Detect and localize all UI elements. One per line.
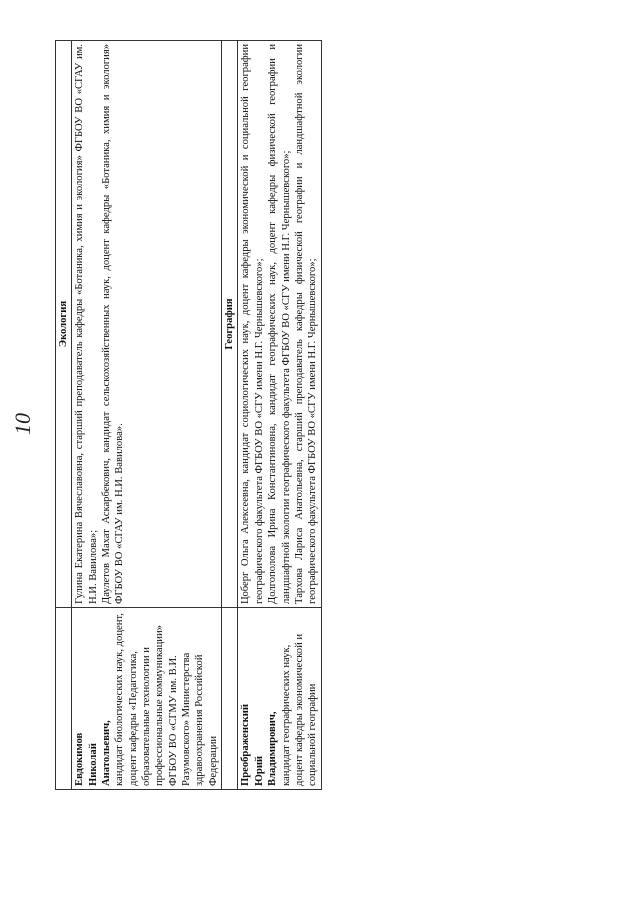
members-cell	[238, 41, 321, 608]
chair-name-line: Николай	[87, 743, 99, 786]
chair-cell	[238, 608, 321, 790]
table-row	[238, 41, 321, 790]
chair-description: кандидат географических наук, доцент кафедры экономической и социальной географии	[280, 633, 319, 786]
empty-header-cell	[56, 608, 72, 790]
section-header-row	[56, 41, 72, 790]
page-number: 10	[10, 413, 35, 435]
chair-description: кандидат биологических наук, доцент, доцент кафедры «Педагогика, образовательные технологии и профессиональные коммуникации» ФГБОУ ВО «СГМУ им. В.И. Разумовского» Министерства здравоохранения Российской Федерации	[114, 613, 219, 786]
empty-header-cell	[222, 608, 238, 790]
member-entry: Гулина Екатерина Вячеславовна, старший преподаватель кафедры «Ботаника, химия и экология» ФГБОУ ВО «СГАУ им. Н.И. Вавилова»;	[74, 44, 99, 604]
chair-name-line: Владимирович,	[267, 711, 279, 786]
chair-cell	[72, 608, 222, 790]
member-entry: Долгополова Ирина Константиновна, кандидат географических наук, доцент кафедры физической географии и ландшафтной экологии географического факультета ФГБОУ ВО «СГУ имени Н.Г. Чернышевского»;	[267, 44, 292, 604]
members-cell	[72, 41, 222, 608]
jury-table	[55, 40, 322, 790]
section-title: География	[222, 41, 238, 608]
section-title: Экология	[56, 41, 72, 608]
chair-name-line: Анатольевич,	[101, 720, 113, 786]
member-entry: Цоберг Ольга Алексеевна, кандидат социологических наук, доцент кафедры экономической и социальной географии географического факультета ФГБОУ ВО «СГУ имени Н.Г. Чернышевского»;	[240, 44, 265, 604]
member-entry: Даулетов Махат Аскарбекович, кандидат сельскохозяйственных наук, доцент кафедры «Ботаника, химия и экология» ФГБОУ ВО «СГАУ им. Н.И. Вавилова».	[101, 44, 126, 604]
chair-name-line: Юрий	[253, 755, 265, 786]
section-header-row	[222, 41, 238, 790]
member-entry: Тархова Лариса Анатольевна, старший преподаватель кафедры физической географии и ландшафтной экологии географического факультета ФГБОУ ВО «СГУ имени Н.Г. Чернышевского»;	[293, 44, 319, 604]
chair-name-line: Евдокимов	[74, 732, 86, 786]
chair-name-line: Преображенский	[240, 704, 252, 786]
table-row	[72, 41, 222, 790]
